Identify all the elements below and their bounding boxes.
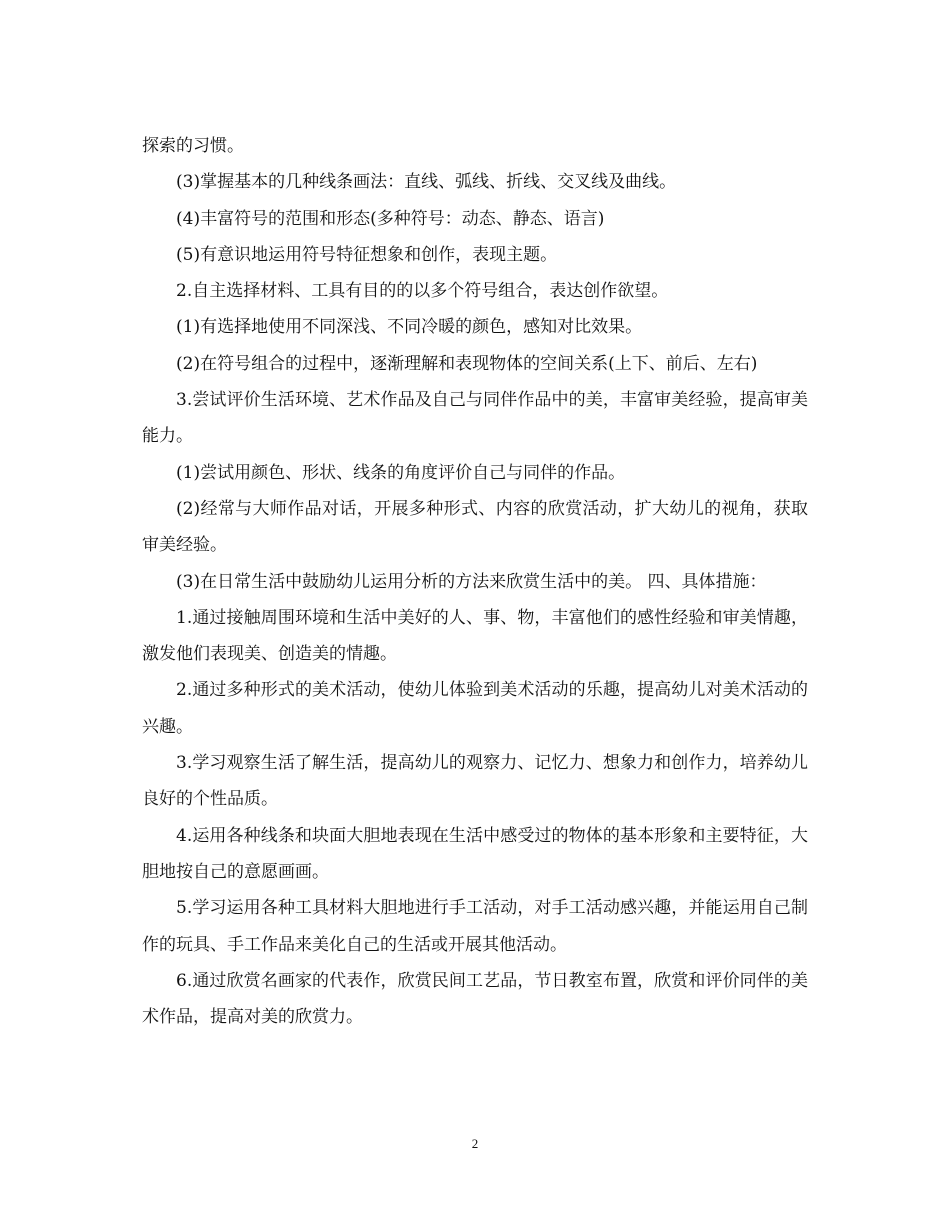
paragraph: (2)在符号组合的过程中，逐渐理解和表现物体的空间关系(上下、前后、左右) <box>176 353 758 374</box>
paragraph: 探索的习惯。 <box>142 136 244 156</box>
paragraph: 3.学习观察生活了解生活，提高幼儿的观察力、记忆力、想象力和创作力，培养幼儿良好的个性品质。 <box>142 753 808 810</box>
paragraph: (5)有意识地运用符号特征想象和创作，表现主题。 <box>176 244 558 265</box>
paragraph: (1)尝试用颜色、形状、线条的角度评价自己与同伴的作品。 <box>176 462 626 483</box>
page-number: 2 <box>471 1136 479 1151</box>
paragraph: 2.通过多种形式的美术活动，使幼儿体验到美术活动的乐趣，提高幼儿对美术活动的兴趣。 <box>142 680 808 737</box>
paragraph: 6.通过欣赏名画家的代表作，欣赏民间工艺品，节日教室布置，欣赏和评价同伴的美术作品，提高对美的欣赏力。 <box>142 970 808 1028</box>
paragraph: (3)掌握基本的几种线条画法：直线、弧线、折线、交叉线及曲线。 <box>176 172 677 193</box>
paragraph: 3.尝试评价生活环境、艺术作品及自己与同伴作品中的美，丰富审美经验，提高审美能力。 <box>142 390 808 447</box>
paragraph: 4.运用各种线条和块面大胆地表现在生活中感受过的物体的基本形象和主要特征，大胆地按自己的意愿画画。 <box>142 825 808 882</box>
paragraph: (4)丰富符号的范围和形态(多种符号：动态、静态、语言) <box>176 208 605 229</box>
paragraph: 1.通过接触周围环境和生活中美好的人、事、物，丰富他们的感性经验和审美情趣，激发他们表现美、创造美的情趣。 <box>142 607 808 665</box>
paragraph: 2.自主选择材料、工具有目的的以多个符号组合，表达创作欲望。 <box>176 281 669 302</box>
paragraph: (3)在日常生活中鼓励幼儿运用分析的方法来欣赏生活中的美。 四、具体措施： <box>176 571 767 592</box>
paragraph: (1)有选择地使用不同深浅、不同冷暖的颜色，感知对比效果。 <box>176 317 643 338</box>
body-text <box>142 128 808 1035</box>
paragraph: (2)经常与大师作品对话，开展多种形式、内容的欣赏活动，扩大幼儿的视角，获取审美经验。 <box>142 498 808 556</box>
paragraph: 5.学习运用各种工具材料大胆地进行手工活动，对手工活动感兴趣，并能运用自己制作的玩具、手工作品来美化自己的生活或开展其他活动。 <box>142 898 808 955</box>
